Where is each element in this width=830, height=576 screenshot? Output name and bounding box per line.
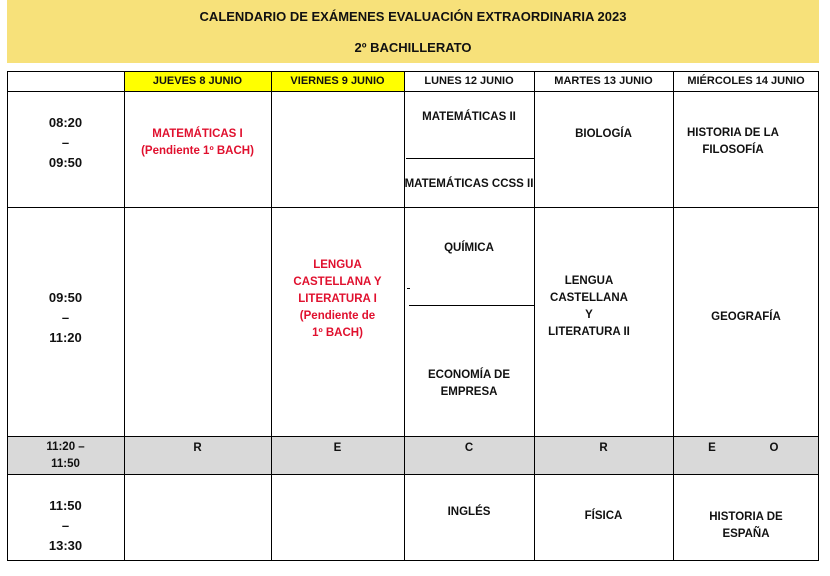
recess-letter: C bbox=[464, 442, 474, 454]
exam-lengua-i: LENGUA CASTELLANA Y LITERATURA I (Pendiente de 1º BACH) bbox=[293, 259, 382, 339]
exam-geografia: GEOGRAFÍA bbox=[711, 311, 781, 323]
recess-letter: O bbox=[769, 442, 779, 454]
day-header-viernes: VIERNES 9 JUNIO bbox=[271, 71, 404, 91]
time-slot-2: 09:50 – 11:20 bbox=[48, 290, 83, 345]
exam-matematicas-ii: MATEMÁTICAS II bbox=[422, 111, 516, 123]
exam-ingles: INGLÉS bbox=[447, 506, 491, 518]
exam-historia-espana: HISTORIA DE ESPAÑA bbox=[709, 511, 783, 540]
exam-lengua-ii: LENGUA CASTELLANA Y LITERATURA II bbox=[548, 275, 630, 338]
recess-letter: R bbox=[193, 442, 202, 454]
page-title: CALENDARIO DE EXÁMENES EVALUACIÓN EXTRAORDINARIA 2023 bbox=[199, 9, 627, 24]
day-header-miercoles: MIÉRCOLES 14 JUNIO bbox=[687, 75, 805, 87]
exam-historia-filosofia: HISTORIA DE LA FILOSOFÍA bbox=[686, 127, 779, 156]
page-subtitle: 2º BACHILLERATO bbox=[354, 40, 472, 55]
day-header-martes: MARTES 13 JUNIO bbox=[554, 75, 653, 87]
time-recess: 11:20 – 11:50 bbox=[46, 441, 85, 470]
recess-letter: E bbox=[708, 442, 716, 454]
exam-quimica: QUÍMICA bbox=[444, 242, 494, 254]
time-slot-1: 08:20 – 09:50 bbox=[48, 115, 83, 170]
day-header-jueves: JUEVES 8 JUNIO bbox=[124, 71, 271, 91]
exam-matematicas-ccss-ii: MATEMÁTICAS CCSS II bbox=[404, 178, 534, 190]
day-header-lunes: LUNES 12 JUNIO bbox=[424, 75, 514, 87]
exam-fisica: FÍSICA bbox=[584, 510, 623, 522]
exam-matematicas-i: MATEMÁTICAS I (Pendiente 1º BACH) bbox=[141, 128, 254, 157]
exam-biologia: BIOLOGÍA bbox=[575, 128, 632, 140]
corner-cell bbox=[7, 71, 124, 91]
recess-letter: E bbox=[333, 442, 342, 454]
exam-economia-empresa: ECONOMÍA DE EMPRESA bbox=[428, 369, 510, 398]
recess-letter: R bbox=[599, 442, 608, 454]
time-slot-3: 11:50 – 13:30 bbox=[48, 498, 83, 553]
